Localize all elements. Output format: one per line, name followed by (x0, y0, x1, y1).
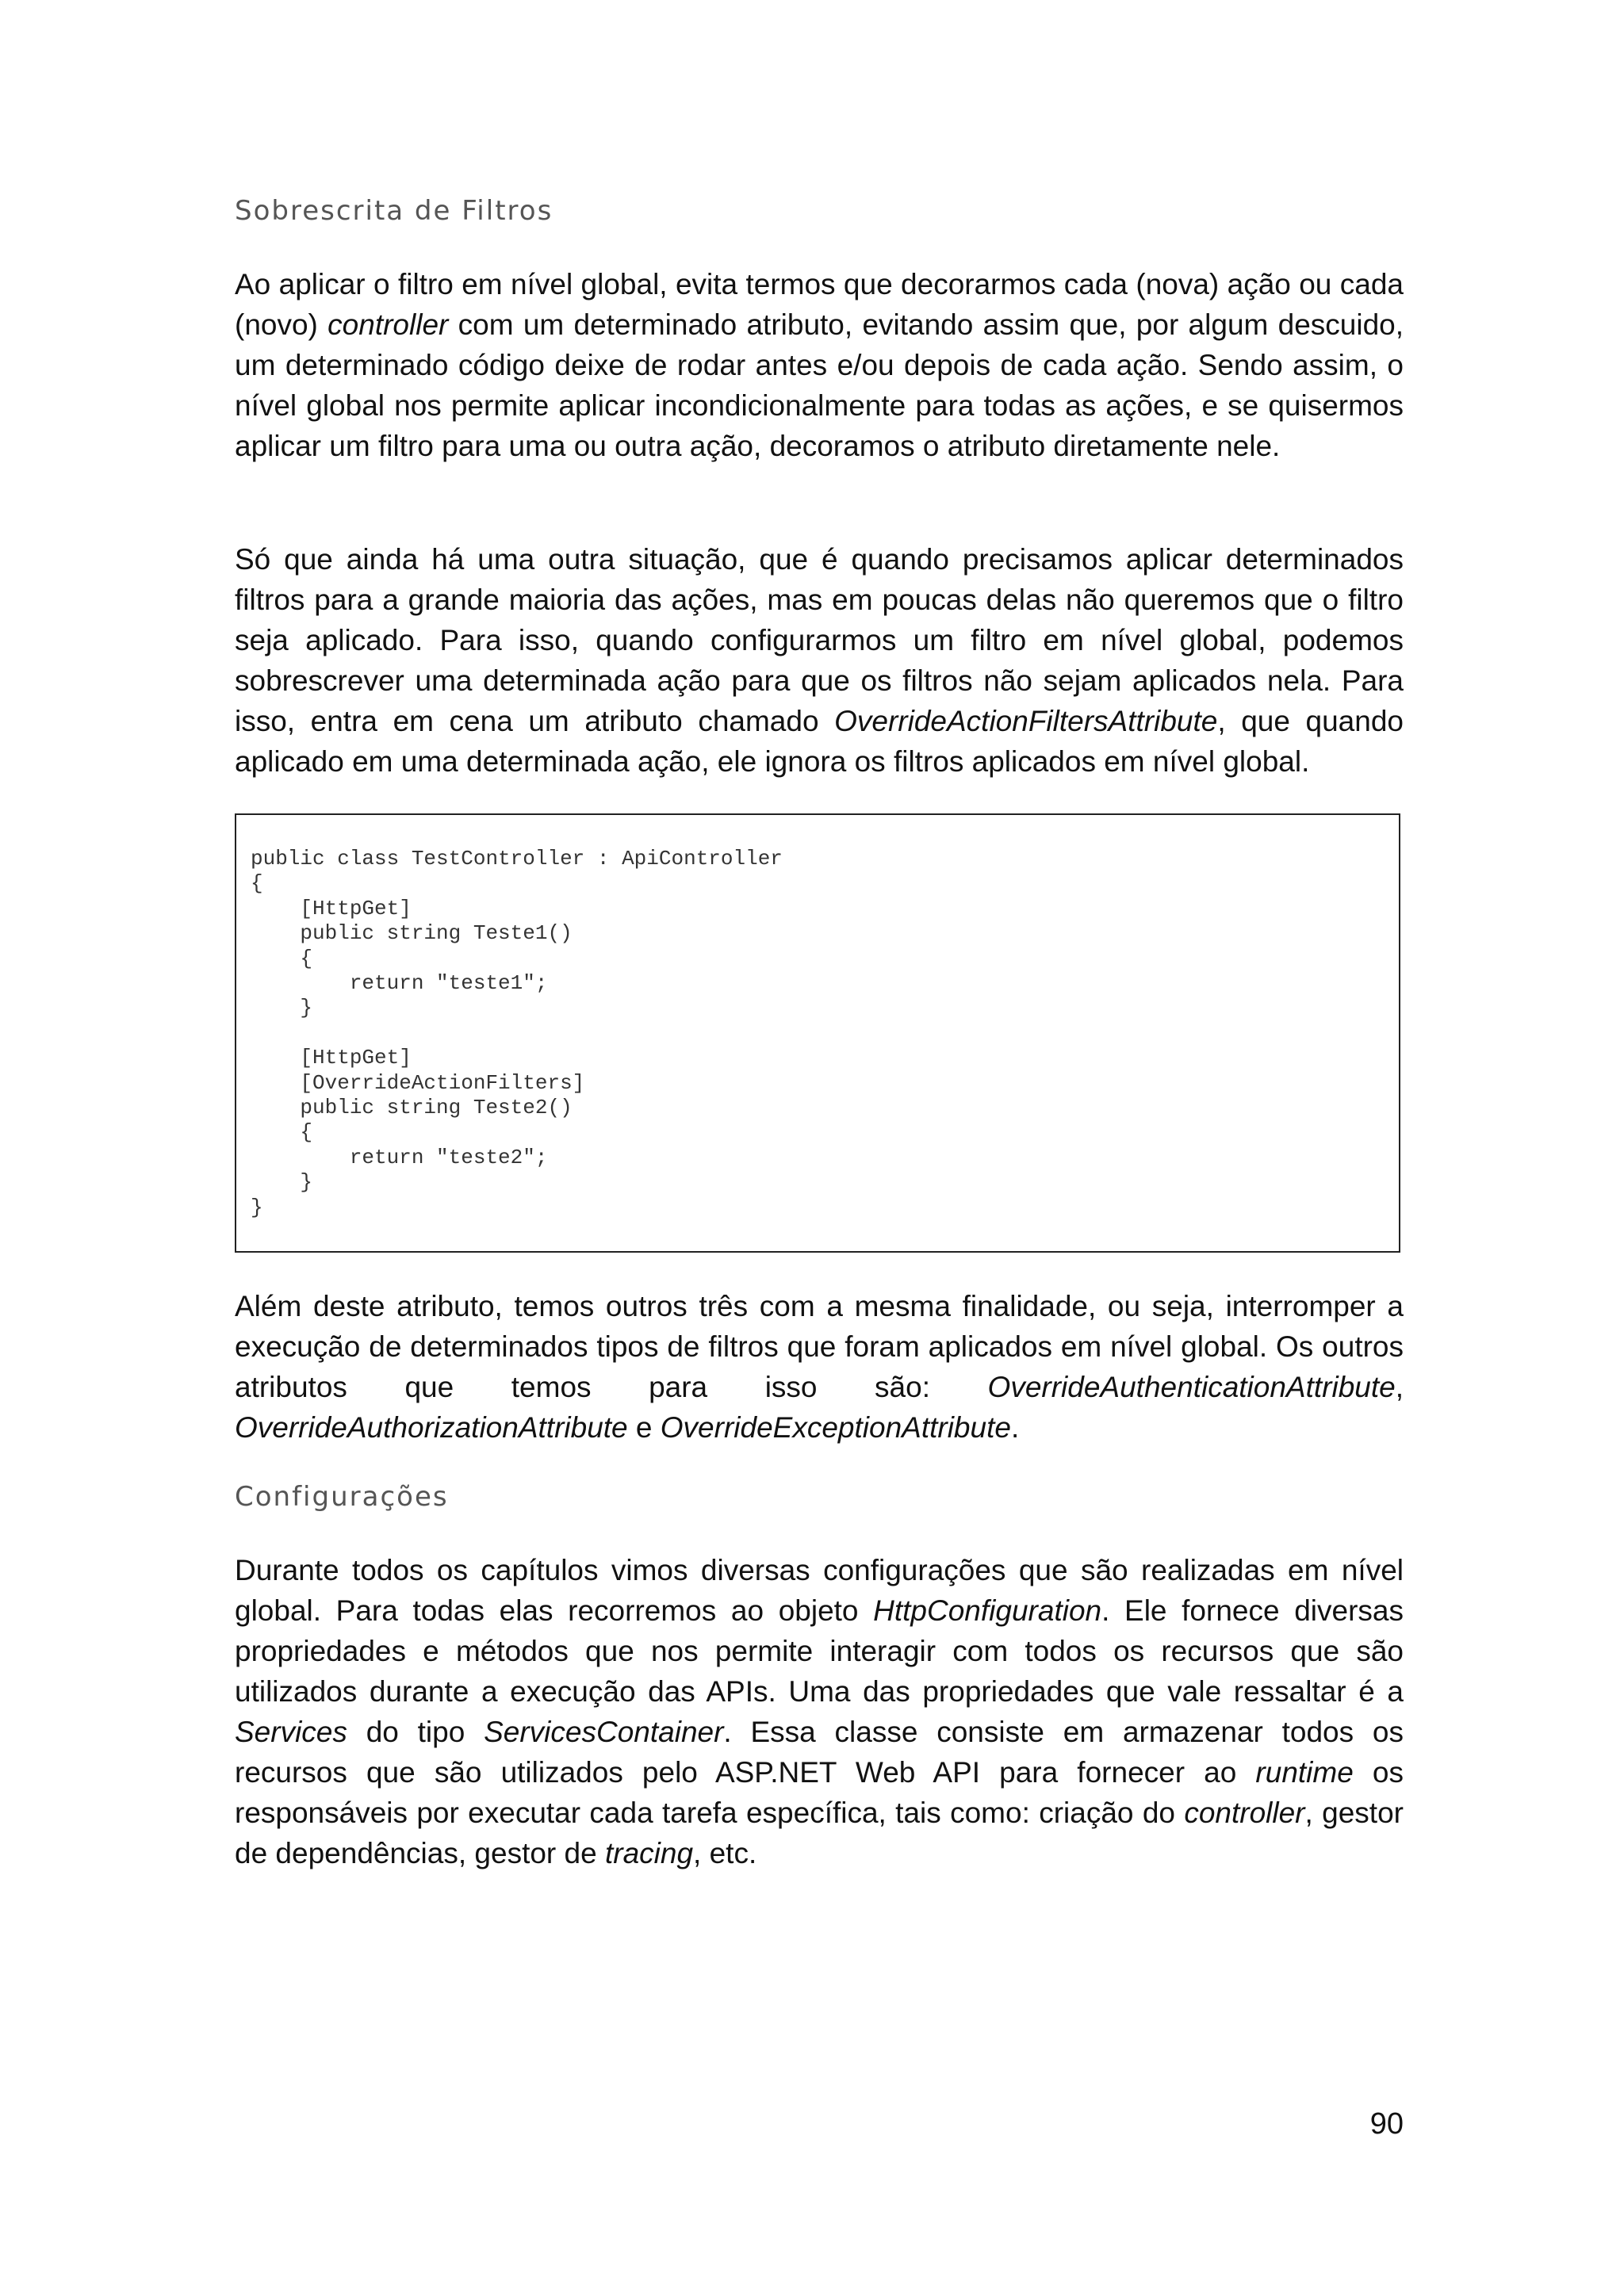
italic-term: HttpConfiguration (873, 1594, 1102, 1627)
text-run: . Essa classe consiste em armazenar todos os recursos que são utilizados pelo ASP.NET Web API para fornecer ao (235, 1716, 1404, 1789)
text-run: Durante todos os capítulos vimos diversas configurações que são realizadas em nível global. Para todas elas recorremos ao objeto (235, 1554, 1404, 1627)
code-listing: public class TestController : ApiController { [HttpGet] public string Teste1() { return "teste1"; } [HttpGet] [OverrideActionFilters] public string Teste2() { return "teste2"; } } (251, 847, 783, 1219)
text-run: os responsáveis por executar cada tarefa específica, tais como: criação do (235, 1756, 1404, 1829)
text-run: . Ele fornece diversas propriedades e métodos que nos permite interagir com todos os recursos que são utilizados durante a execução das APIs. Uma das propriedades que vale ressaltar é a (235, 1594, 1404, 1708)
paragraph-global-filter (235, 264, 1404, 466)
italic-term: OverrideAuthorizationAttribute (235, 1411, 628, 1444)
paragraph-other-attributes (235, 1286, 1404, 1448)
paragraph-override-situation (235, 539, 1404, 782)
text-run: , etc. (693, 1837, 757, 1869)
italic-term: controller (1184, 1797, 1305, 1829)
italic-term: OverrideActionFiltersAttribute (834, 705, 1218, 737)
text-run: com um determinado atributo, evitando assim que, por algum descuido, um determinado código deixe de rodar antes e/ou depois de cada ação. Sendo assim, o nível global nos permite aplicar incondicionalmente para todas as ações, e se quisermos aplicar um filtro para uma ou outra ação, decoramos o atributo diretamente nele. (235, 308, 1404, 462)
text-run: Ao aplicar o filtro em nível global, evita termos que decorarmos cada (nova) ação ou cada (novo) (235, 268, 1404, 341)
text-run: , gestor de dependências, gestor de (235, 1797, 1404, 1869)
code-block (235, 813, 1400, 1253)
text-run: Além deste atributo, temos outros três com a mesma finalidade, ou seja, interromper a execução de determinados tipos de filtros que foram aplicados em nível global. Os outros atributos que temos para isso são: (235, 1290, 1404, 1403)
italic-term: OverrideAuthenticationAttribute (987, 1371, 1396, 1403)
paragraph-configuracoes (235, 1550, 1404, 1873)
italic-term: OverrideExceptionAttribute (660, 1411, 1011, 1444)
text-run: , (1395, 1371, 1404, 1403)
text-run: . (1010, 1411, 1020, 1444)
italic-term: tracing (604, 1837, 694, 1869)
italic-term: runtime (1255, 1756, 1354, 1789)
text-run: , que quando aplicado em uma determinada ação, ele ignora os filtros aplicados em nível global. (235, 705, 1404, 778)
text-run: do tipo (347, 1716, 485, 1748)
italic-term: Services (235, 1716, 347, 1748)
section-heading-sobrescrita: Sobrescrita de Filtros (235, 195, 553, 227)
italic-term: ServicesContainer (484, 1716, 724, 1748)
text-run: e (627, 1411, 661, 1444)
page-number: 90 (1369, 2107, 1404, 2141)
italic-term: controller (327, 308, 449, 341)
section-heading-configuracoes: Configurações (235, 1481, 449, 1513)
text-run: Só que ainda há uma outra situação, que é quando precisamos aplicar determinados filtros para a grande maioria das ações, mas em poucas delas não queremos que o filtro seja aplicado. Para isso, quando configurarmos um filtro em nível global, podemos sobrescrever uma determinada ação para que os filtros não sejam aplicados nela. Para isso, entra em cena um atributo chamado (235, 543, 1404, 737)
